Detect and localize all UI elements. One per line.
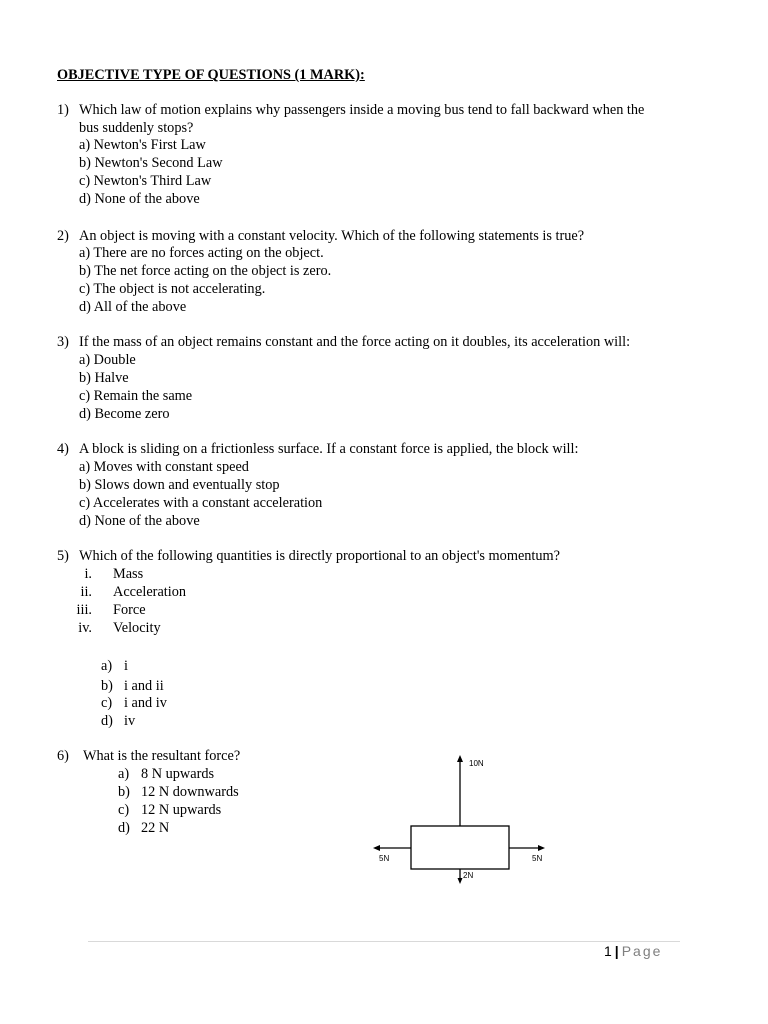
choice-text: iv (124, 713, 136, 729)
up-arrowhead-icon (457, 755, 463, 762)
choice-text: i and iv (124, 695, 167, 711)
roman-numeral: ii. (80, 584, 92, 600)
question-number: 1) (57, 102, 69, 118)
choice-letter: d) (101, 713, 113, 729)
left-force-label: 5N (379, 854, 390, 863)
choice-letter: d) (118, 820, 130, 836)
answer-option: b) Newton's Second Law (79, 155, 223, 171)
answer-option: b) The net force acting on the object is zero. (79, 263, 332, 279)
quantity-item: Mass (113, 566, 144, 582)
choice-letter: a) (101, 658, 113, 674)
choice-letter: c) (118, 802, 130, 818)
page-number: 1 (604, 943, 612, 959)
right-force-label: 5N (532, 854, 543, 863)
block-rect (411, 826, 509, 869)
choice-text: i (124, 658, 128, 674)
down-arrowhead-icon (458, 878, 463, 884)
page-title: OBJECTIVE TYPE OF QUESTIONS (1 MARK): (57, 67, 365, 83)
up-force-label: 10N (469, 759, 484, 768)
page-footer (604, 943, 662, 959)
answer-option: d) Become zero (79, 406, 170, 422)
answer-option: c) Accelerates with a constant acceleration (79, 495, 323, 511)
quantity-item: Force (113, 602, 146, 618)
choice-text: 12 N upwards (141, 802, 222, 818)
roman-numeral: i. (84, 566, 92, 582)
footer-divider (88, 941, 680, 942)
choice-text: 12 N downwards (141, 784, 239, 800)
question-text: If the mass of an object remains constant and the force acting on it doubles, its acceleration will: (79, 334, 631, 350)
answer-option: c) The object is not accelerating. (79, 281, 266, 297)
roman-numeral: iv. (78, 620, 92, 636)
question-text: A block is sliding on a frictionless surface. If a constant force is applied, the block will: (79, 441, 579, 457)
page-separator: | (614, 943, 619, 959)
question-text: bus suddenly stops? (79, 120, 194, 136)
force-diagram (370, 752, 560, 892)
choice-text: 22 N (141, 820, 170, 836)
answer-option: d) All of the above (79, 299, 187, 315)
answer-option: b) Halve (79, 370, 129, 386)
answer-option: c) Remain the same (79, 388, 193, 404)
roman-numeral: iii. (76, 602, 92, 618)
question-number: 2) (57, 228, 69, 244)
quantity-item: Acceleration (113, 584, 187, 600)
left-arrowhead-icon (373, 845, 380, 851)
answer-option: d) None of the above (79, 191, 200, 207)
question-text: Which law of motion explains why passengers inside a moving bus tend to fall backward when the (79, 102, 645, 118)
choice-letter: c) (101, 695, 113, 711)
answer-option: b) Slows down and eventually stop (79, 477, 280, 493)
answer-option: a) Moves with constant speed (79, 459, 249, 475)
answer-option: a) Double (79, 352, 136, 368)
choice-letter: b) (118, 784, 130, 800)
page-word: Page (621, 943, 663, 959)
quantity-item: Velocity (113, 620, 161, 636)
question-text: What is the resultant force? (83, 748, 241, 764)
choice-letter: b) (101, 678, 113, 694)
choice-letter: a) (118, 766, 130, 782)
choice-text: i and ii (124, 678, 164, 694)
down-force-label: 2N (463, 871, 474, 880)
answer-option: d) None of the above (79, 513, 200, 529)
choice-text: 8 N upwards (141, 766, 215, 782)
question-number: 5) (57, 548, 69, 564)
answer-option: a) Newton's First Law (79, 137, 206, 153)
right-arrowhead-icon (538, 845, 545, 851)
question-number: 6) (57, 748, 69, 764)
question-text: An object is moving with a constant velocity. Which of the following statements is true? (79, 228, 585, 244)
question-number: 3) (57, 334, 69, 350)
answer-option: a) There are no forces acting on the object. (79, 245, 324, 261)
question-text: Which of the following quantities is directly proportional to an object's momentum? (79, 548, 561, 564)
question-number: 4) (57, 441, 69, 457)
answer-option: c) Newton's Third Law (79, 173, 212, 189)
